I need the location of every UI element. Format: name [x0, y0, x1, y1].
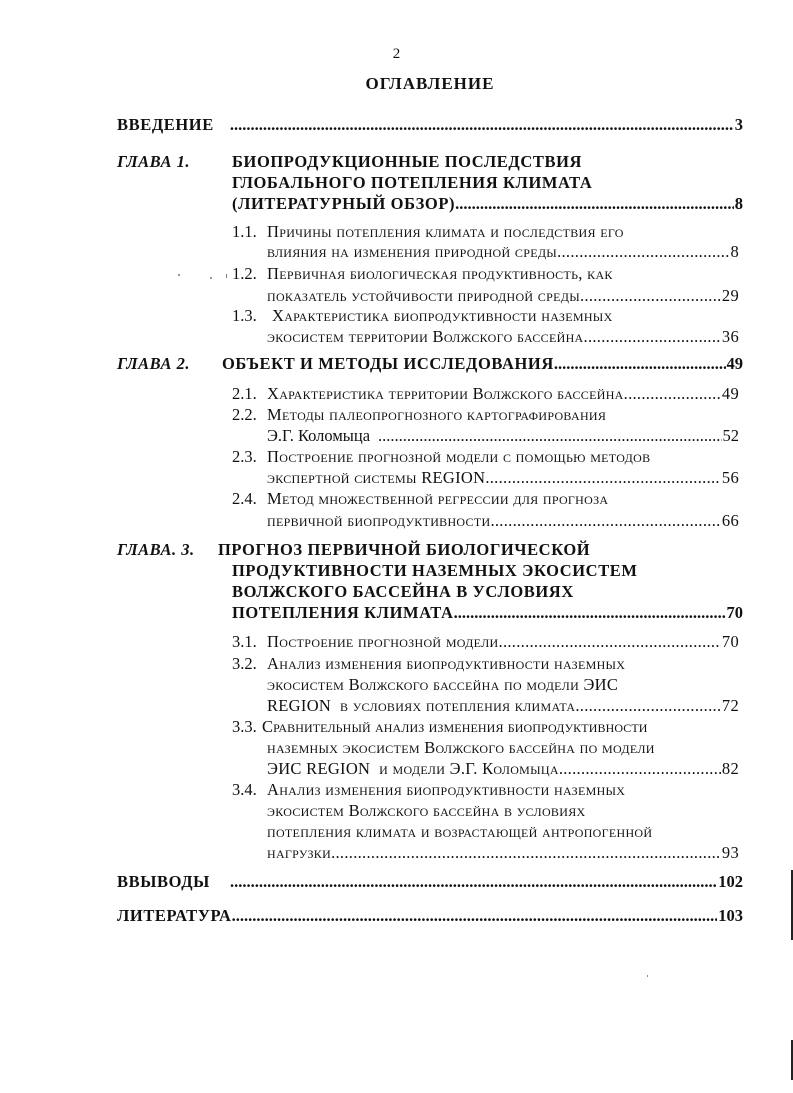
chapter-label: ГЛАВА 1. — [117, 152, 191, 171]
section-number: 1.2. — [232, 264, 257, 283]
dot-leader — [454, 603, 726, 623]
section-number: 1.1. — [232, 222, 257, 241]
section-title-line: экосистем Волжского бассейна по модели ЭИС — [267, 675, 619, 694]
section-title-line: Метод множественной регрессии для прогноза — [267, 489, 609, 508]
toc-page-ref: 72 — [721, 696, 739, 715]
scan-speck — [178, 274, 180, 276]
toc-entry-chapter1[interactable] — [232, 194, 743, 214]
toc-entry-1-3[interactable] — [267, 327, 739, 347]
section-number: 2.1. — [232, 384, 257, 403]
toc-page-ref: 29 — [721, 286, 739, 305]
section-title-line: Характеристика биопродуктивности наземных — [272, 306, 613, 325]
section-title-line: Анализ изменения биопродуктивности наземных — [267, 780, 626, 799]
dot-leader — [499, 632, 721, 652]
scan-speck — [226, 274, 227, 278]
dot-leader — [331, 843, 721, 863]
toc-page-ref: 82 — [721, 759, 739, 778]
section-title-line: Построение прогнозной модели — [267, 632, 499, 651]
section-title-line: экосистем Волжского бассейна в условиях — [267, 801, 586, 820]
toc-page-ref: 102 — [718, 872, 743, 891]
toc-entry-1-1[interactable] — [267, 242, 739, 262]
dot-leader — [378, 426, 721, 446]
dot-leader — [624, 384, 721, 404]
toc-entry-3-1[interactable] — [267, 632, 739, 652]
section-title-line: ЭИС REGION и модели Э.Г. Коломыца — [267, 759, 559, 778]
toc-entry-2-2[interactable] — [267, 426, 739, 446]
section-number: 2.3. — [232, 447, 257, 466]
dot-leader — [557, 242, 729, 262]
dot-leader — [580, 286, 721, 306]
toc-page-ref: 49 — [721, 384, 739, 403]
section-title-line: наземных экосистем Волжского бассейна по модели — [267, 738, 655, 757]
section-title-line: Сравнительный анализ изменения биопродуктивности — [262, 717, 648, 736]
chapter-title-line: ОБЪЕКТ И МЕТОДЫ ИССЛЕДОВАНИЯ — [222, 354, 554, 373]
toc-entry-intro[interactable] — [117, 115, 743, 135]
section-title-line: Причины потепления климата и последствия его — [267, 222, 624, 241]
toc-entry-chapter3[interactable] — [232, 603, 743, 623]
toc-page-ref: 70 — [726, 603, 743, 622]
toc-page-ref: 56 — [721, 468, 739, 487]
toc-entry-label: ВВЕДЕНИЕ — [117, 115, 214, 134]
toc-page-ref: 36 — [721, 327, 739, 346]
section-title-line: Э.Г. Коломыца — [267, 426, 371, 445]
chapter-title-line: ГЛОБАЛЬНОГО ПОТЕПЛЕНИЯ КЛИМАТА — [232, 173, 593, 192]
toc-entry-label: ЛИТЕРАТУРА — [117, 906, 232, 925]
chapter-title-line: ПОТЕПЛЕНИЯ КЛИМАТА — [232, 603, 454, 622]
dot-leader — [455, 194, 734, 214]
section-number: 3.2. — [232, 654, 257, 673]
toc-page-ref: 8 — [730, 242, 739, 261]
dot-leader — [232, 906, 718, 926]
section-title-line: экосистем территории Волжского бассейна — [267, 327, 584, 346]
section-number: 1.3. — [232, 306, 257, 325]
section-title-line: нагрузки — [267, 843, 332, 862]
dot-leader — [230, 872, 717, 892]
dot-leader — [584, 327, 721, 347]
section-number: 3.1. — [232, 632, 257, 651]
section-title-line: показатель устойчивости природной среды — [267, 286, 580, 305]
section-title-line: влияния на изменения природной среды — [267, 242, 558, 261]
toc-entry-2-1[interactable] — [267, 384, 739, 404]
toc-entry-label: ВВЫВОДЫ — [117, 872, 210, 891]
dot-leader — [230, 115, 734, 135]
section-title-line: REGION в условиях потепления климата — [267, 696, 576, 715]
section-title-line: Построение прогнозной модели с помощью методов — [267, 447, 651, 466]
toc-page-ref: 70 — [721, 632, 739, 651]
section-title-line: Характеристика территории Волжского бассейна — [267, 384, 624, 403]
dot-leader — [485, 468, 721, 488]
toc-page-ref: 103 — [718, 906, 743, 925]
chapter-title-line: ПРОДУКТИВНОСТИ НАЗЕМНЫХ ЭКОСИСТЕМ — [232, 561, 638, 580]
chapter-title-line: ПРОГНОЗ ПЕРВИЧНОЙ БИОЛОГИЧЕСКОЙ — [218, 540, 591, 559]
toc-page-ref: 52 — [722, 426, 739, 445]
toc-page-ref: 66 — [721, 511, 739, 530]
dot-leader — [490, 511, 720, 531]
section-title-line: потепления климата и возрастающей антропогенной — [267, 822, 653, 841]
section-number: 3.3. — [232, 717, 257, 736]
toc-entry-2-4[interactable] — [267, 511, 739, 531]
chapter-label: ГЛАВА 2. — [117, 354, 191, 373]
toc-entry-3-4[interactable] — [267, 843, 739, 863]
page-number: 2 — [392, 46, 401, 62]
chapter-title-line: (ЛИТЕРАТУРНЫЙ ОБЗОР) — [232, 194, 456, 213]
section-title-line: Первичная биологическая продуктивность, как — [267, 264, 613, 283]
dot-leader — [554, 354, 726, 374]
section-title-line: Анализ изменения биопродуктивности наземных — [267, 654, 626, 673]
toc-title: ОГЛАВЛЕНИЕ — [365, 74, 495, 93]
section-title-line: первичной биопродуктивности — [267, 511, 491, 530]
toc-entry-1-2[interactable] — [267, 286, 739, 306]
toc-page-ref: 8 — [734, 194, 743, 213]
toc-page-ref: 49 — [726, 354, 743, 373]
chapter-label: ГЛАВА. 3. — [117, 540, 195, 559]
scan-speck — [210, 277, 212, 279]
section-title-line: Методы палеопрогнозного картографирования — [267, 405, 607, 424]
section-title-line: экспертной системы REGION — [267, 468, 486, 487]
scan-speck — [647, 975, 648, 977]
section-number: 3.4. — [232, 780, 257, 799]
toc-entry-references[interactable] — [117, 906, 743, 926]
dot-leader — [559, 759, 721, 779]
toc-entry-conclusions[interactable] — [117, 872, 743, 892]
toc-entry-3-2[interactable] — [267, 696, 739, 716]
dot-leader — [575, 696, 721, 716]
chapter-title-line: БИОПРОДУКЦИОННЫЕ ПОСЛЕДСТВИЯ — [232, 152, 583, 171]
toc-entry-chapter2[interactable] — [222, 354, 743, 374]
toc-page-ref: 93 — [721, 843, 739, 862]
chapter-title-line: ВОЛЖСКОГО БАССЕЙНА В УСЛОВИЯХ — [232, 582, 574, 601]
toc-page-ref: 3 — [734, 115, 743, 134]
toc-entry-3-3[interactable] — [267, 759, 739, 779]
section-number: 2.2. — [232, 405, 257, 424]
toc-entry-2-3[interactable] — [267, 468, 739, 488]
section-number: 2.4. — [232, 489, 257, 508]
